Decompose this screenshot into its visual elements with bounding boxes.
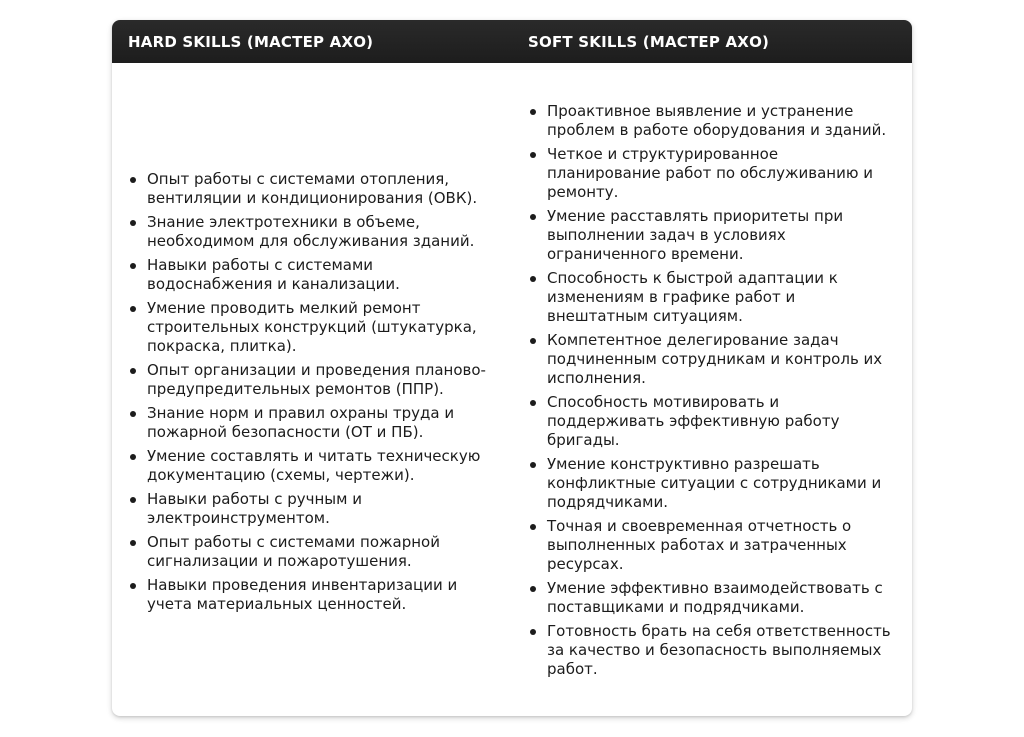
list-item: Умение расставлять приоритеты при выполнении задач в условиях ограниченного времени. [528,207,896,264]
list-item: Навыки работы с ручным и электроинструментом. [128,490,496,528]
list-item: Умение конструктивно разрешать конфликтные ситуации с сотрудниками и подрядчиками. [528,455,896,512]
list-item: Готовность брать на себя ответственность за качество и безопасность выполняемых работ. [528,622,896,679]
list-item: Четкое и структурированное планирование работ по обслуживанию и ремонту. [528,145,896,202]
list-item: Опыт организации и проведения планово-предупредительных ремонтов (ППР). [128,361,496,399]
soft-skills-column [512,63,912,716]
list-item: Умение эффективно взаимодействовать с поставщиками и подрядчиками. [528,579,896,617]
list-item: Умение составлять и читать техническую документацию (схемы, чертежи). [128,447,496,485]
list-item: Знание норм и правил охраны труда и пожарной безопасности (ОТ и ПБ). [128,404,496,442]
soft-skills-header: SOFT SKILLS (МАСТЕР АХО) [528,32,770,51]
list-item: Навыки работы с системами водоснабжения и канализации. [128,256,496,294]
list-item: Способность к быстрой адаптации к изменениям в графике работ и внештатным ситуациям. [528,269,896,326]
table-body [112,63,912,716]
list-item: Точная и своевременная отчетность о выполненных работах и затраченных ресурсах. [528,517,896,574]
list-item: Умение проводить мелкий ремонт строительных конструкций (штукатурка, покраска, плитка). [128,299,496,356]
list-item: Навыки проведения инвентаризации и учета материальных ценностей. [128,576,496,614]
list-item: Опыт работы с системами отопления, вентиляции и кондиционирования (ОВК). [128,170,496,208]
hard-skills-column [112,63,512,716]
hard-skills-header: HARD SKILLS (МАСТЕР АХО) [128,32,374,51]
hard-skills-list [112,166,512,614]
list-item: Компетентное делегирование задач подчиненным сотрудникам и контроль их исполнения. [528,331,896,388]
list-item: Знание электротехники в объеме, необходимом для обслуживания зданий. [128,213,496,251]
list-item: Опыт работы с системами пожарной сигнализации и пожаротушения. [128,533,496,571]
table-header [112,20,912,63]
list-item: Проактивное выявление и устранение проблем в работе оборудования и зданий. [528,102,896,140]
skills-table-card [112,20,912,716]
list-item: Способность мотивировать и поддерживать эффективную работу бригады. [528,393,896,450]
soft-skills-list [512,100,912,679]
